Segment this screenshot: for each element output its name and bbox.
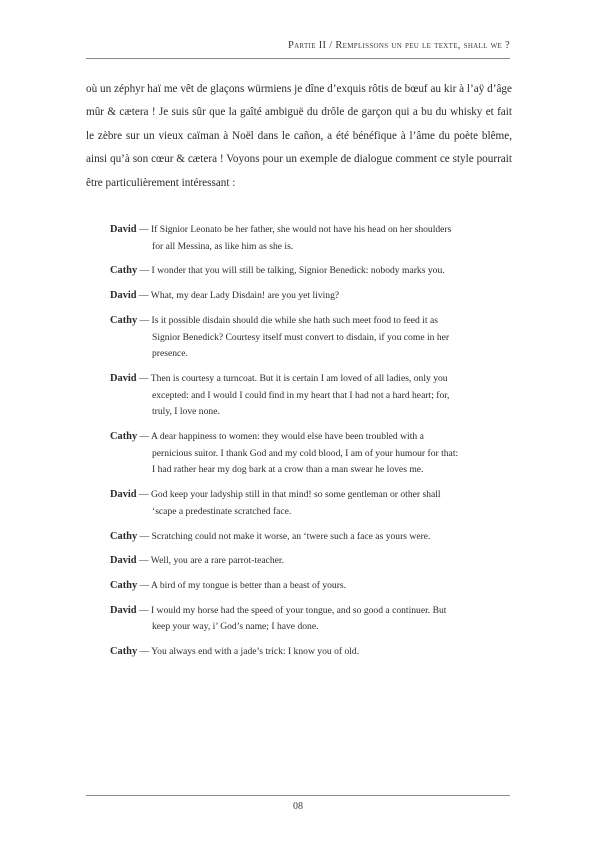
dialogue-list: [110, 222, 460, 669]
speaker-name: David: [110, 555, 137, 567]
speech-text: A bird of my tongue is better than a beast of yours.: [151, 579, 347, 591]
dash-separator: —: [136, 290, 151, 302]
dash-separator: —: [136, 604, 151, 616]
dialogue-line: [110, 644, 460, 661]
running-header-title: Partie II / Remplissons un peu le texte, shall we ?: [287, 40, 510, 51]
speech-text: You always end with a jade’s trick: I know you of old.: [151, 646, 360, 658]
dash-separator: —: [137, 579, 152, 591]
speaker-name: Cathy: [110, 530, 138, 542]
dialogue-line: [110, 222, 460, 255]
intro-paragraph: où un zéphyr haï me vêt de glaçons würmiens je dîne d’exquis rôtis de bœuf au kir à l’aÿ d’âge mûr & cætera ! Je suis sûr que la gaîté ambiguë du drôle de garçon qui a bu du whisky et fait le zèbre sur un vieux caïman à Noël dans le cañon, a été bénéfique à l’âme du poète blême, ainsi qu’à son cœur & cætera ! Voyons pour un exemple de dialogue comment ce style pourrait être particulièrement intéressant :: [86, 83, 512, 189]
speaker-name: David: [110, 290, 137, 302]
speech-text: What, my dear Lady Disdain! are you yet living?: [150, 290, 340, 302]
dialogue-line: [110, 487, 460, 520]
speaker-name: Cathy: [110, 265, 138, 277]
speech-text: Scratching could not make it worse, an ‘twere such a face as yours were.: [151, 530, 431, 542]
dash-separator: —: [137, 265, 152, 277]
speaker-name: David: [110, 604, 137, 616]
speech-text: Then is courtesy a turncoat. But it is certain I am loved of all ladies, only you excepted: and I would I could find in my heart that I had not a hard heart; for, truly, I love none.: [150, 372, 450, 418]
speech-text: God keep your ladyship still in that mind! so some gentleman or other shall ‘scape a predestinate scratched face.: [150, 489, 441, 517]
dialogue-line: [110, 288, 460, 305]
dialogue-line: [110, 429, 460, 479]
dash-separator: —: [136, 372, 151, 384]
speaker-name: Cathy: [110, 579, 138, 591]
dash-separator: —: [137, 646, 152, 658]
speaker-name: David: [110, 224, 137, 235]
dialogue-line: [110, 263, 460, 280]
speech-text: If Signior Leonato be her father, she would not have his head on her shoulders for all Messina, as like him as she is.: [150, 224, 452, 252]
dash-separator: —: [137, 314, 152, 326]
page-header: [86, 38, 510, 59]
speech-text: A dear happiness to women: they would else have been troubled with a pernicious suitor. I thank God and my cold blood, I am of your humour for that: I had rather hear my dog bark at a crow than a man swear he loves me.: [151, 431, 459, 476]
speech-text: I wonder that you will still be talking, Signior Benedick: nobody marks you.: [151, 265, 445, 277]
dash-separator: —: [136, 224, 151, 235]
dialogue-line: [110, 371, 460, 421]
dialogue-line: [110, 578, 460, 595]
speech-text: Well, you are a rare parrot-teacher.: [150, 555, 284, 567]
speaker-name: David: [110, 372, 137, 384]
speaker-name: David: [110, 489, 137, 501]
dialogue-line: [110, 603, 460, 636]
dash-separator: —: [137, 431, 152, 443]
dialogue-line: [110, 313, 460, 363]
dialogue-line: [110, 529, 460, 546]
speech-text: I would my horse had the speed of your tongue, and so good a continuer. But keep your way, i’ God’s name; I have done.: [150, 604, 447, 633]
speaker-name: Cathy: [110, 431, 138, 443]
speech-text: Is it possible disdain should die while she hath such meet food to feed it as Signior Benedick? Courtesy itself must convert to disdain, if you come in her presence.: [151, 314, 450, 360]
speaker-name: Cathy: [110, 646, 138, 658]
dialogue-line: [110, 553, 460, 570]
speaker-name: Cathy: [110, 314, 138, 326]
dash-separator: —: [136, 555, 151, 567]
dash-separator: —: [137, 530, 152, 542]
page-number: 08: [293, 801, 303, 812]
page-footer: [86, 795, 510, 814]
dash-separator: —: [136, 489, 151, 501]
